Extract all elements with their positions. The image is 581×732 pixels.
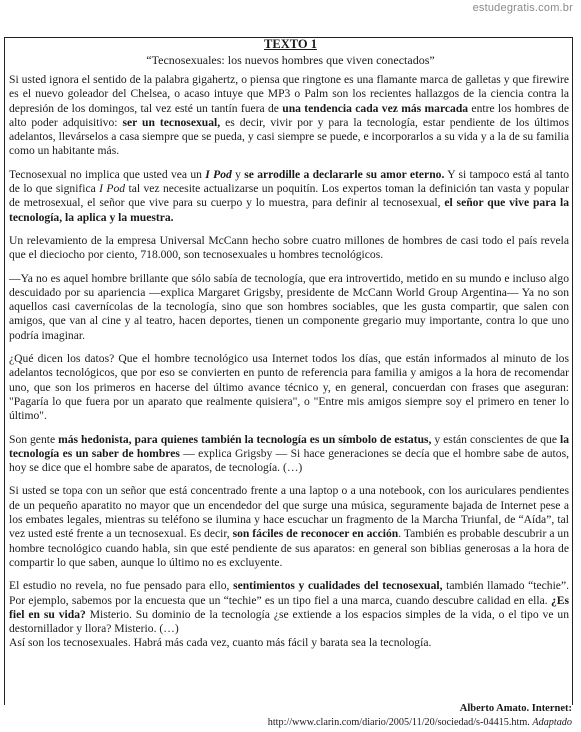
- emphasis-text: se arrodille a declararle su amor eterno.: [244, 167, 445, 181]
- paragraph-text: y: [231, 167, 245, 181]
- text-heading: TEXTO 1: [264, 37, 317, 51]
- emphasis-text: ¿Es fiel en su vida?: [9, 593, 569, 621]
- watermark: estudegratis.com.br: [472, 2, 573, 14]
- paragraph-text: tal vez necesite actualizarse un poquitín. Los expertos toman la definición tan vasta y popular de metrosexual, el señor que vive para su cuerpo y lo muestra, para definir al tecnosexual,: [9, 182, 569, 210]
- paragraph: [9, 484, 569, 570]
- paragraph-text: . También es probable descubrir a un hombre tecnológico cuando habla, sin que esté pendiente de sus aparatos: en general son biblias generosas a la hora de compartir lo que saben, aunque lo último no es excluyente.: [9, 527, 569, 569]
- paragraph-text: —Ya no es aquel hombre brillante que sólo sabía de tecnología, que era introvertido, metido en su mundo e incluso algo descuidado por su apariencia —explica Margaret Grigsby, presidente de McCann World Group Argentina— Ya no son aquellos casi cavernícolas de la tecnología, sino que son hombres sociables, que les gusta compartir, que salen con amigos, que van al cine y al teatro, hacen deportes, tienen un componente gregario muy importante, contra lo que uno podría imaginar.: [9, 271, 569, 342]
- paragraph-text: Son gente: [9, 432, 59, 446]
- paragraph-text: Tecnosexual no implica que usted vea un: [9, 167, 206, 181]
- paragraph: [9, 234, 569, 263]
- author-credit: Alberto Amato. Internet:: [459, 703, 572, 714]
- paragraph: [9, 433, 569, 476]
- emphasis-text: ser un tecnosexual,: [122, 115, 221, 129]
- paragraph-text: Misterio. Su dominio de la tecnología ¿se extiende a los espacios simples de la vida, o el tipo ve un destornillador y llora? Misterio. (…): [9, 607, 569, 636]
- paragraph: [9, 168, 569, 225]
- paragraph: [9, 272, 569, 343]
- source-citation: [268, 717, 572, 728]
- emphasis-text: sentimientos y cualidades del tecnosexual,: [233, 579, 443, 593]
- paragraph-text: — explica Grigsby — Si hace generaciones se decía que el hombre sabe de autos, hoy se dice que el hombre sabe de aparatos, de tecnología. (…): [9, 446, 569, 475]
- article-title: “Tecnosexuales: los nuevos hombres que viven conectados”: [146, 53, 435, 67]
- emphasis-text: I Pod: [99, 182, 126, 196]
- emphasis-text: I Pod: [205, 167, 232, 181]
- paragraph: [9, 73, 569, 159]
- article-body: [9, 73, 569, 660]
- paragraph-text: ¿Qué dicen los datos? Que el hombre tecnológico usa Internet todos los días, que están informados al minuto de los adelantos tecnológicos, que por eso se convierten en punto de referencia para familia y amigos a la hora de recomendar uno, que son los primeros en hacerse del último avance técnico y, en general, concuerdan con frases que aseguran: "Pagaría lo que fuera por un aparato que realmente quisiera", o "Entre mis amigos siempre soy el primero en tener lo último".: [9, 352, 569, 423]
- emphasis-text: una tendencia cada vez más marcada: [282, 101, 469, 115]
- paragraph-text: Si usted ignora el sentido de la palabra gigahertz, o piensa que ringtone es una flamante marca de galletas y que firewire es el nuevo goleador del Chelsea, o acaso intuye que MP3 o Palm son los recientes hallazgos de la ciencia contra la depresión de los domingos, tal vez esté un tantín fuera de: [9, 73, 569, 115]
- emphasis-text: la tecnología es un saber de hombres: [9, 432, 569, 460]
- paragraph-text: Y si tampoco está al tanto de lo que significa: [9, 167, 569, 196]
- paragraph-text: Un relevamiento de la empresa Universal McCann hecho sobre cuatro millones de hombres de casi todo el país revela que el dieciocho por ciento, 718.000, son tecnosexuales u hombres tecnológicos.: [9, 233, 569, 262]
- paragraph-text: es decir, vivir por y para la tecnología, estar pendiente de los últimos adelantos, llevárselos a casa siempre que se pueda, y casi siempre se puede, e incorporarlos a su vida y a la de su familia como un habitante más.: [9, 115, 569, 158]
- paragraph-text: también llamado “techie”. Por ejemplo, sabemos por la encuesta que un “techie” es un tipo fiel a una marca, cuando descubre calidad en ella.: [9, 579, 570, 607]
- paragraph-text: Así son los tecnosexuales. Habrá más cada vez, cuanto más fácil y barata sea la tecnología.: [9, 636, 432, 650]
- emphasis-text: son fáciles de reconocer en acción: [232, 527, 399, 541]
- paragraph-text: Si usted se topa con un señor que está concentrado frente a una laptop o a una notebook, con los auriculares pendientes de un pequeño aparatito no mayor que un encendedor del que surge una música, seguramente bajada de Internet pese a los embates legales, mientras su teléfono se ilumina y hace escuchar un fragmento de la Marcha Triunfal, de “Aída”, tal vez usted esté frente a un tecnosexual. Es decir,: [9, 484, 569, 541]
- source-note: Adaptado: [532, 717, 572, 728]
- emphasis-text: el señor que vive para la tecnología, la aplica y la muestra.: [9, 196, 570, 224]
- paragraph: [9, 636, 569, 650]
- paragraph-text: El estudio no revela, no fue pensado para ello,: [9, 579, 234, 593]
- paragraph: [9, 579, 569, 636]
- emphasis-text: más hedonista, para quienes también la tecnología es un símbolo de estatus,: [58, 432, 432, 446]
- paragraph: [9, 352, 569, 423]
- paragraph-text: y están conscientes de que: [431, 432, 560, 446]
- paragraph-text: entre los hombres de alto poder adquisitivo:: [9, 101, 569, 129]
- source-url: http://www.clarin.com/diario/2005/11/20/sociedad/s-04415.htm.: [267, 717, 530, 728]
